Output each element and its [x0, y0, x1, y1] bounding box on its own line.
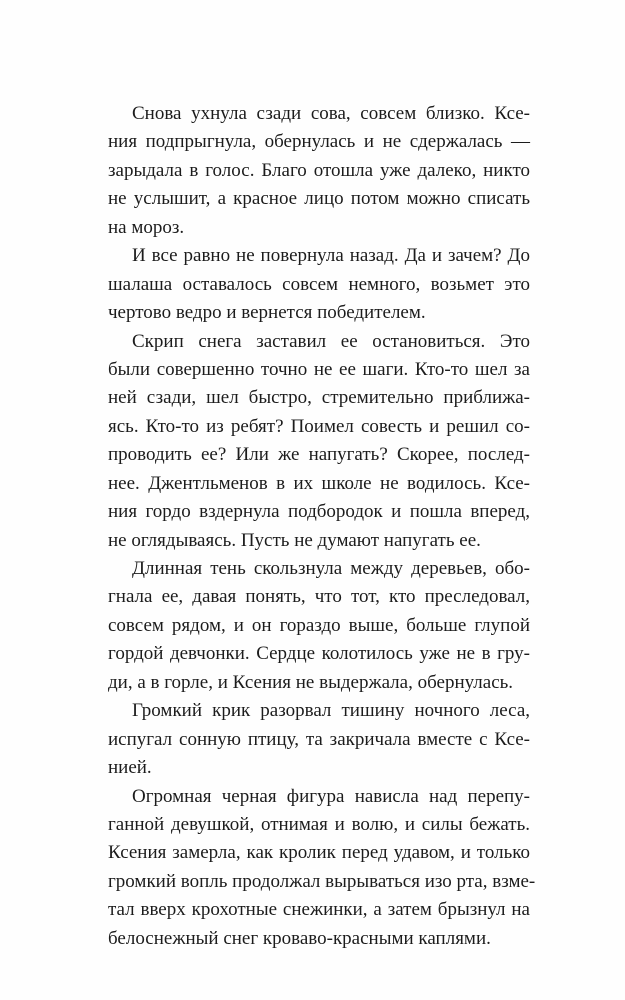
text-line: ней сзади, шел быстро, стремительно приближа- — [108, 387, 530, 409]
text-line: на мороз. — [108, 216, 185, 238]
text-line: Громкий крик разорвал тишину ночного леса, — [132, 700, 530, 722]
text-line: белоснежный снег кроваво-красными каплями. — [108, 927, 491, 949]
text-line: проводить ее? Или же напугать? Скорее, послед- — [108, 444, 530, 466]
text-line: ясь. Кто-то из ребят? Поимел совесть и решил со- — [108, 415, 530, 437]
text-line: не услышит, а красное лицо потом можно списать — [108, 188, 530, 210]
text-line: гордой девчонки. Сердце колотилось уже не в гру- — [108, 643, 530, 665]
text-line: совсем рядом, и он гораздо выше, больше глупой — [108, 614, 530, 636]
text-body — [108, 100, 536, 953]
text-line: были совершенно точно не ее шаги. Кто-то шел за — [108, 358, 530, 380]
text-line: громкий вопль продолжал вырываться изо рта, взме- — [108, 870, 536, 892]
text-line: ди, а в горле, и Ксения не выдержала, обернулась. — [108, 671, 514, 693]
text-line: тал вверх крохотные снежинки, а затем брызнул на — [108, 899, 530, 921]
text-line: Ксения замерла, как кролик перед удавом, и только — [108, 842, 530, 864]
text-line: нией. — [108, 757, 152, 779]
text-line: нее. Джентльменов в их школе не водилось. Ксе- — [108, 472, 530, 494]
text-line: ния подпрыгнула, обернулась и не сдержалась — — [108, 131, 530, 153]
text-line: шалаша оставалось совсем немного, возьмет это — [108, 273, 530, 295]
text-line: чертово ведро и вернется победителем. — [108, 302, 426, 324]
text-line: ния гордо вздернула подбородок и пошла вперед, — [108, 501, 530, 523]
text-line: Скрип снега заставил ее остановиться. Это — [132, 330, 530, 352]
text-line: испугал сонную птицу, та закричала вместе с Ксе- — [108, 728, 530, 750]
text-line: Снова ухнула сзади сова, совсем близко. Ксе- — [132, 103, 530, 124]
text-line: Огромная черная фигура нависла над перепу- — [132, 785, 530, 807]
text-line: ганной девушкой, отнимая и волю, и силы бежать. — [108, 813, 530, 835]
text-line: не оглядываясь. Пусть не думают напугать ее. — [108, 529, 481, 551]
text-line: зарыдала в голос. Благо отошла уже далеко, никто — [108, 159, 530, 181]
text-line: гнала ее, давая понять, что тот, кто преследовал, — [108, 586, 530, 608]
text-line: Длинная тень скользнула между деревьев, обо- — [132, 558, 530, 579]
text-line: И все равно не повернула назад. Да и зачем? До — [132, 245, 530, 267]
